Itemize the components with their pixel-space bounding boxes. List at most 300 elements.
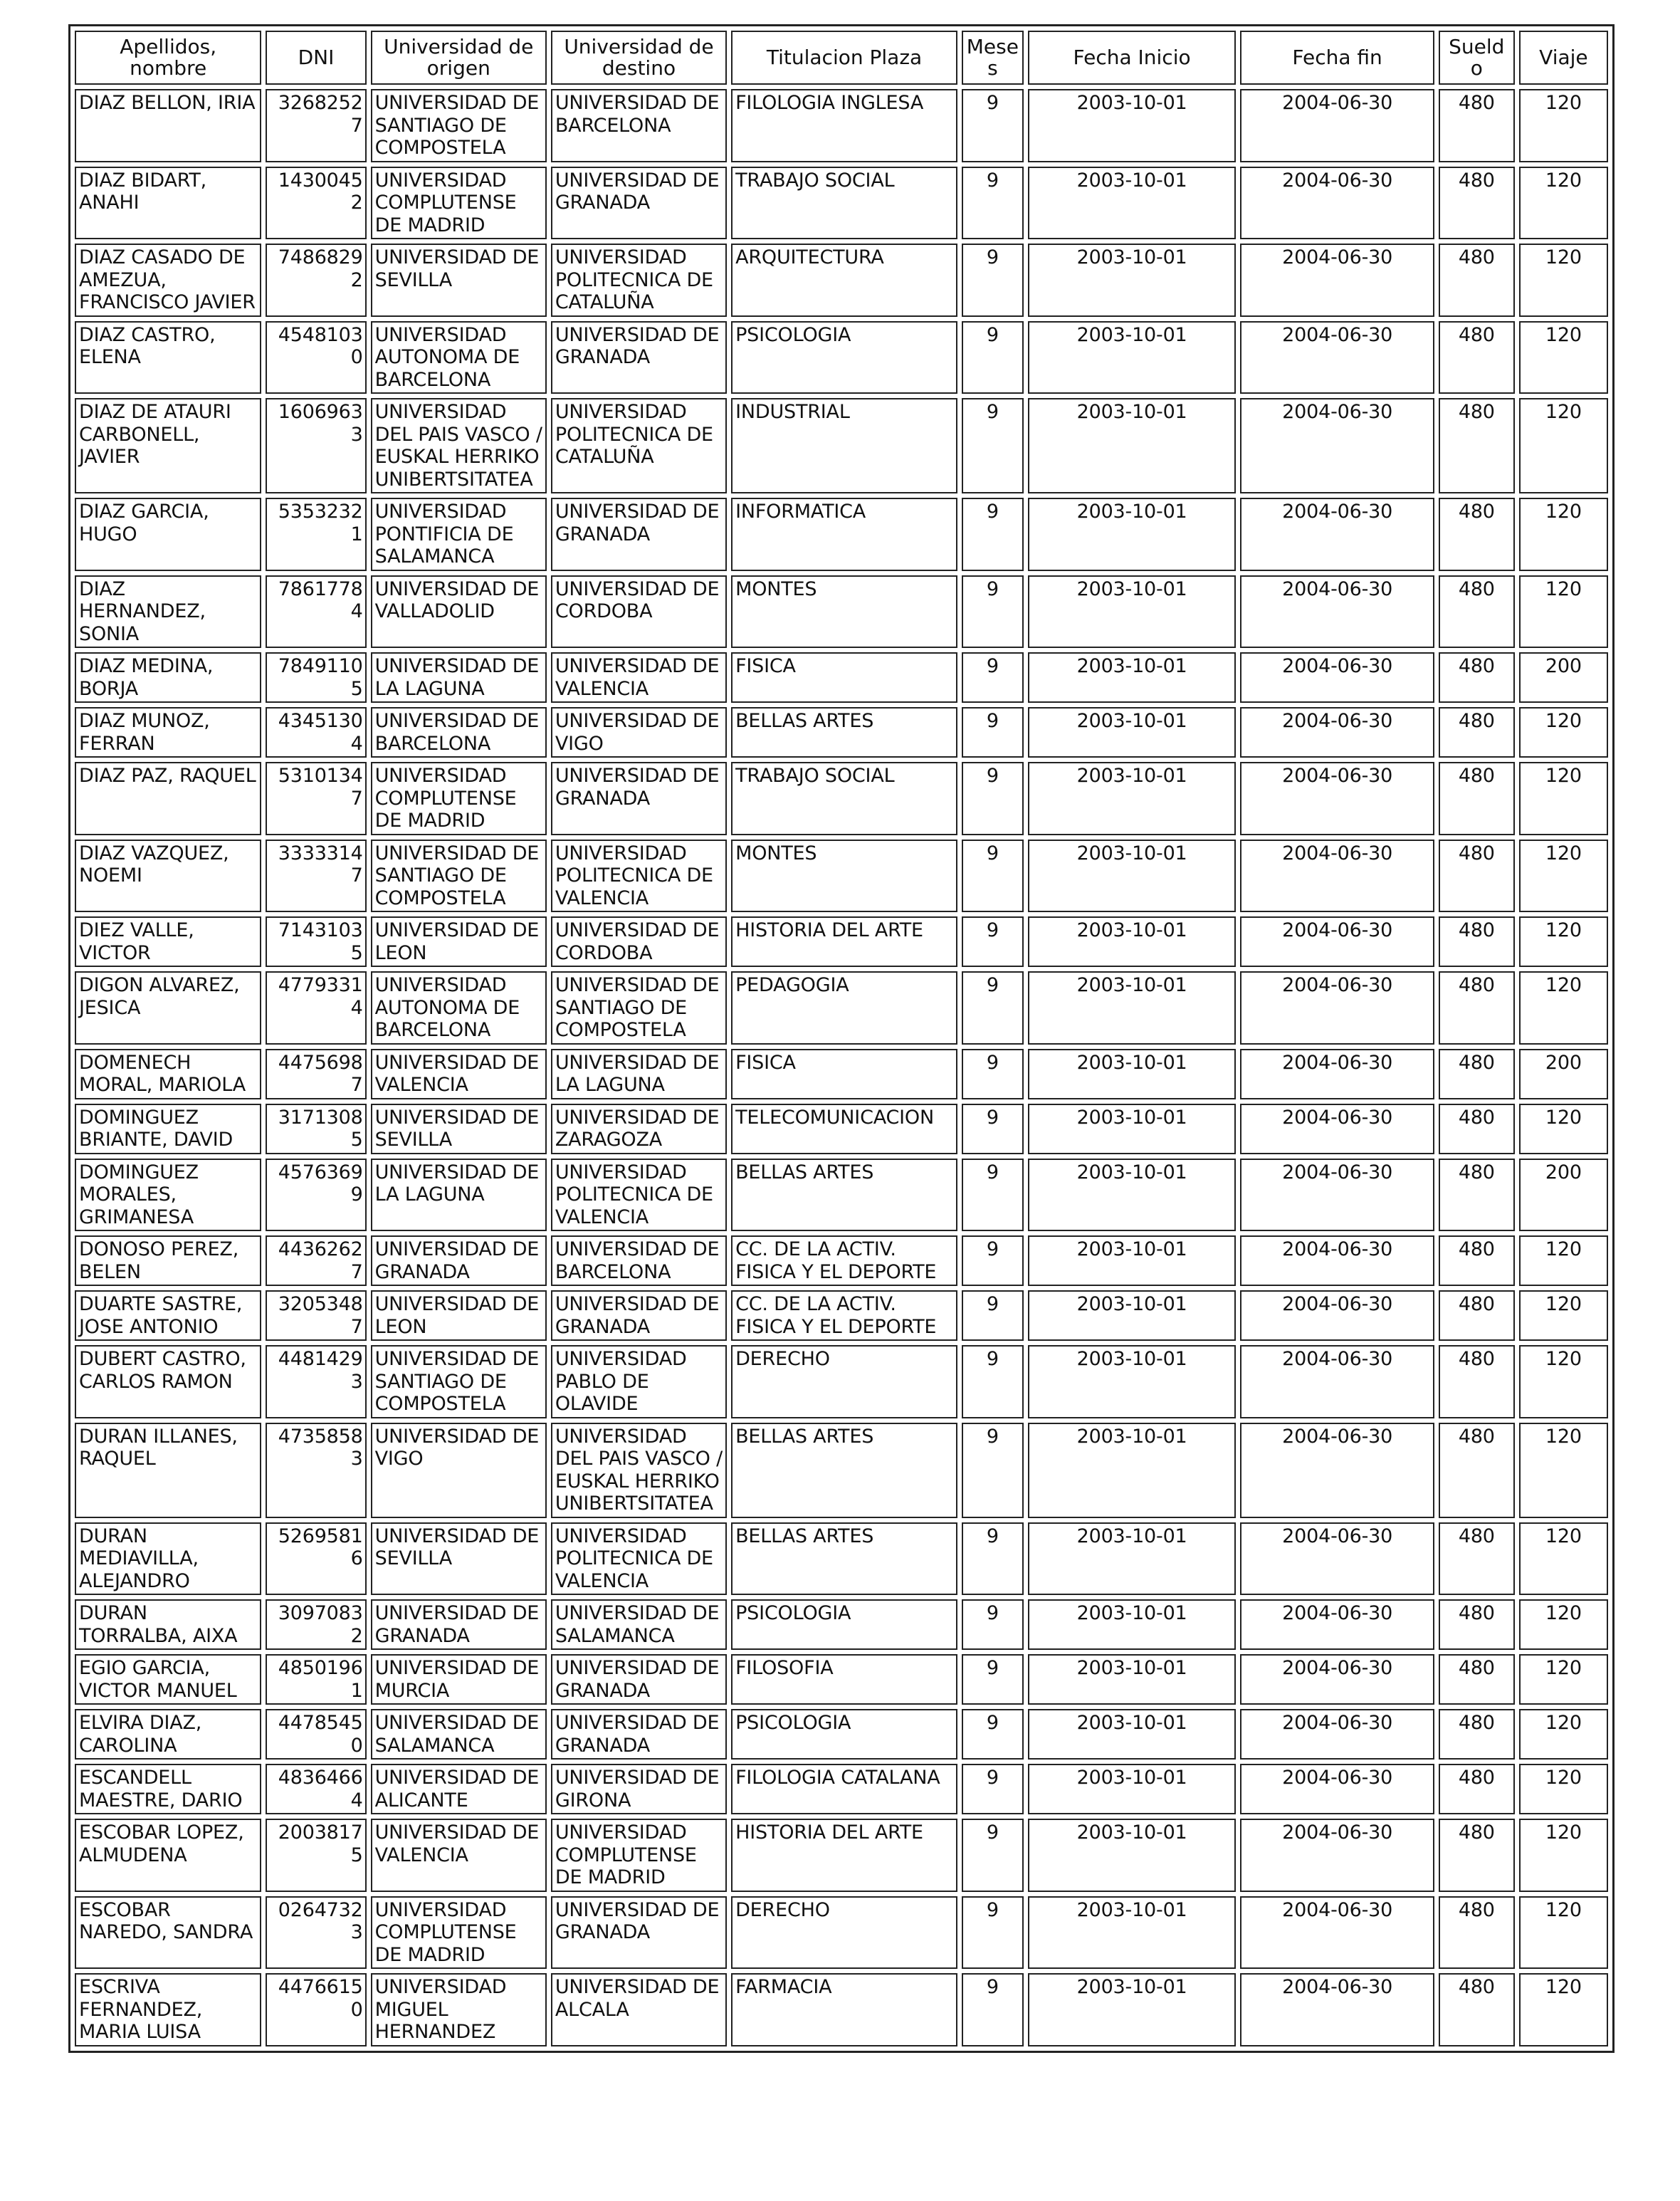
cell-fecha-fin: 2004-06-30 bbox=[1240, 1049, 1434, 1099]
cell-fecha-inicio: 2003-10-01 bbox=[1028, 916, 1237, 967]
cell-sueldo: 480 bbox=[1439, 1235, 1515, 1286]
table-row bbox=[75, 1896, 1608, 1970]
cell-dni: 78617784 bbox=[266, 575, 366, 649]
cell-viaje: 120 bbox=[1519, 707, 1608, 758]
cell-viaje: 120 bbox=[1519, 1235, 1608, 1286]
cell-apellidos-nombre: DIAZ CASADO DE AMEZUA, FRANCISCO JAVIER bbox=[75, 244, 261, 317]
cell-meses: 9 bbox=[962, 1599, 1024, 1650]
cell-titulacion-plaza: FISICA bbox=[731, 1049, 957, 1099]
cell-fecha-fin: 2004-06-30 bbox=[1240, 1819, 1434, 1892]
cell-sueldo: 480 bbox=[1439, 1819, 1515, 1892]
cell-viaje: 120 bbox=[1519, 1709, 1608, 1760]
cell-apellidos-nombre: DIAZ BELLON, IRIA bbox=[75, 89, 261, 162]
cell-dni: 71431035 bbox=[266, 916, 366, 967]
cell-fecha-inicio: 2003-10-01 bbox=[1028, 1423, 1237, 1518]
cell-fecha-inicio: 2003-10-01 bbox=[1028, 707, 1237, 758]
cell-titulacion-plaza: ARQUITECTURA bbox=[731, 244, 957, 317]
cell-universidad-origen: UNIVERSIDAD DE SANTIAGO DE COMPOSTELA bbox=[371, 1345, 547, 1418]
cell-dni: 47793314 bbox=[266, 971, 366, 1045]
cell-sueldo: 480 bbox=[1439, 1423, 1515, 1518]
cell-meses: 9 bbox=[962, 1345, 1024, 1418]
cell-titulacion-plaza: BELLAS ARTES bbox=[731, 1423, 957, 1518]
table-row bbox=[75, 916, 1608, 967]
cell-universidad-destino: UNIVERSIDAD DE GRANADA bbox=[551, 167, 727, 240]
cell-fecha-fin: 2004-06-30 bbox=[1240, 1159, 1434, 1232]
table-row bbox=[75, 1423, 1608, 1518]
cell-titulacion-plaza: PSICOLOGIA bbox=[731, 1709, 957, 1760]
table-row bbox=[75, 1973, 1608, 2046]
cell-universidad-destino: UNIVERSIDAD POLITECNICA DE VALENCIA bbox=[551, 840, 727, 913]
cell-titulacion-plaza: FILOLOGIA INGLESA bbox=[731, 89, 957, 162]
cell-apellidos-nombre: DIAZ GARCIA, HUGO bbox=[75, 498, 261, 571]
cell-titulacion-plaza: DERECHO bbox=[731, 1896, 957, 1970]
table-row bbox=[75, 398, 1608, 493]
cell-dni: 33333147 bbox=[266, 840, 366, 913]
cell-universidad-origen: UNIVERSIDAD DE MURCIA bbox=[371, 1654, 547, 1705]
cell-universidad-origen: UNIVERSIDAD COMPLUTENSE DE MADRID bbox=[371, 1896, 547, 1970]
cell-dni: 44766150 bbox=[266, 1973, 366, 2046]
cell-viaje: 120 bbox=[1519, 971, 1608, 1045]
cell-titulacion-plaza: INFORMATICA bbox=[731, 498, 957, 571]
cell-viaje: 120 bbox=[1519, 321, 1608, 394]
cell-meses: 9 bbox=[962, 1896, 1024, 1970]
cell-dni: 43451304 bbox=[266, 707, 366, 758]
cell-meses: 9 bbox=[962, 1049, 1024, 1099]
cell-fecha-fin: 2004-06-30 bbox=[1240, 762, 1434, 835]
cell-fecha-inicio: 2003-10-01 bbox=[1028, 1159, 1237, 1232]
cell-viaje: 120 bbox=[1519, 1522, 1608, 1596]
cell-fecha-inicio: 2003-10-01 bbox=[1028, 971, 1237, 1045]
cell-viaje: 120 bbox=[1519, 1290, 1608, 1341]
cell-universidad-origen: UNIVERSIDAD COMPLUTENSE DE MADRID bbox=[371, 167, 547, 240]
cell-fecha-fin: 2004-06-30 bbox=[1240, 398, 1434, 493]
cell-titulacion-plaza: MONTES bbox=[731, 575, 957, 649]
cell-apellidos-nombre: DOMINGUEZ BRIANTE, DAVID bbox=[75, 1104, 261, 1154]
cell-viaje: 120 bbox=[1519, 167, 1608, 240]
cell-fecha-fin: 2004-06-30 bbox=[1240, 1654, 1434, 1705]
cell-titulacion-plaza: HISTORIA DEL ARTE bbox=[731, 916, 957, 967]
cell-meses: 9 bbox=[962, 1973, 1024, 2046]
cell-universidad-origen: UNIVERSIDAD DE GRANADA bbox=[371, 1599, 547, 1650]
table-row bbox=[75, 321, 1608, 394]
cell-fecha-inicio: 2003-10-01 bbox=[1028, 1709, 1237, 1760]
cell-universidad-destino: UNIVERSIDAD POLITECNICA DE VALENCIA bbox=[551, 1159, 727, 1232]
cell-titulacion-plaza: FISICA bbox=[731, 652, 957, 703]
cell-fecha-fin: 2004-06-30 bbox=[1240, 1345, 1434, 1418]
cell-universidad-destino: UNIVERSIDAD DE GRANADA bbox=[551, 1896, 727, 1970]
table-row bbox=[75, 1049, 1608, 1099]
cell-dni: 48501961 bbox=[266, 1654, 366, 1705]
cell-fecha-fin: 2004-06-30 bbox=[1240, 321, 1434, 394]
cell-universidad-origen: UNIVERSIDAD DE BARCELONA bbox=[371, 707, 547, 758]
cell-viaje: 120 bbox=[1519, 916, 1608, 967]
cell-apellidos-nombre: DUARTE SASTRE, JOSE ANTONIO bbox=[75, 1290, 261, 1341]
table-row bbox=[75, 575, 1608, 649]
cell-titulacion-plaza: PSICOLOGIA bbox=[731, 321, 957, 394]
cell-dni: 44756987 bbox=[266, 1049, 366, 1099]
header-row bbox=[75, 31, 1608, 85]
cell-apellidos-nombre: DURAN ILLANES, RAQUEL bbox=[75, 1423, 261, 1518]
cell-dni: 32682527 bbox=[266, 89, 366, 162]
header-apellidos-nombre: Apellidos, nombre bbox=[75, 31, 261, 85]
cell-sueldo: 480 bbox=[1439, 1973, 1515, 2046]
cell-dni: 48364664 bbox=[266, 1764, 366, 1814]
cell-sueldo: 480 bbox=[1439, 1709, 1515, 1760]
cell-fecha-fin: 2004-06-30 bbox=[1240, 498, 1434, 571]
header-universidad-origen: Universidad de origen bbox=[371, 31, 547, 85]
cell-fecha-fin: 2004-06-30 bbox=[1240, 575, 1434, 649]
cell-viaje: 120 bbox=[1519, 244, 1608, 317]
cell-fecha-fin: 2004-06-30 bbox=[1240, 244, 1434, 317]
cell-fecha-inicio: 2003-10-01 bbox=[1028, 840, 1237, 913]
cell-dni: 32053487 bbox=[266, 1290, 366, 1341]
cell-fecha-inicio: 2003-10-01 bbox=[1028, 1345, 1237, 1418]
table-row bbox=[75, 840, 1608, 913]
cell-meses: 9 bbox=[962, 652, 1024, 703]
cell-viaje: 120 bbox=[1519, 840, 1608, 913]
table-row bbox=[75, 1104, 1608, 1154]
cell-sueldo: 480 bbox=[1439, 971, 1515, 1045]
header-fecha-fin: Fecha fin bbox=[1240, 31, 1434, 85]
cell-apellidos-nombre: DIAZ HERNANDEZ, SONIA bbox=[75, 575, 261, 649]
cell-apellidos-nombre: ESCRIVA FERNANDEZ, MARIA LUISA bbox=[75, 1973, 261, 2046]
cell-universidad-origen: UNIVERSIDAD COMPLUTENSE DE MADRID bbox=[371, 762, 547, 835]
cell-fecha-fin: 2004-06-30 bbox=[1240, 1709, 1434, 1760]
cell-universidad-destino: UNIVERSIDAD DE GRANADA bbox=[551, 1290, 727, 1341]
cell-fecha-fin: 2004-06-30 bbox=[1240, 1599, 1434, 1650]
cell-meses: 9 bbox=[962, 1423, 1024, 1518]
cell-fecha-inicio: 2003-10-01 bbox=[1028, 1235, 1237, 1286]
cell-apellidos-nombre: ESCANDELL MAESTRE, DARIO bbox=[75, 1764, 261, 1814]
cell-universidad-destino: UNIVERSIDAD DE GIRONA bbox=[551, 1764, 727, 1814]
cell-universidad-destino: UNIVERSIDAD DE GRANADA bbox=[551, 762, 727, 835]
cell-meses: 9 bbox=[962, 1159, 1024, 1232]
cell-fecha-fin: 2004-06-30 bbox=[1240, 167, 1434, 240]
cell-universidad-destino: UNIVERSIDAD DE GRANADA bbox=[551, 498, 727, 571]
cell-titulacion-plaza: FARMACIA bbox=[731, 1973, 957, 2046]
cell-apellidos-nombre: ESCOBAR NAREDO, SANDRA bbox=[75, 1896, 261, 1970]
cell-viaje: 120 bbox=[1519, 89, 1608, 162]
table-row bbox=[75, 89, 1608, 162]
cell-universidad-origen: UNIVERSIDAD DE VIGO bbox=[371, 1423, 547, 1518]
cell-sueldo: 480 bbox=[1439, 840, 1515, 913]
cell-universidad-destino: UNIVERSIDAD DE GRANADA bbox=[551, 321, 727, 394]
cell-titulacion-plaza: TELECOMUNICACION bbox=[731, 1104, 957, 1154]
cell-viaje: 120 bbox=[1519, 1973, 1608, 2046]
cell-meses: 9 bbox=[962, 971, 1024, 1045]
cell-universidad-origen: UNIVERSIDAD AUTONOMA DE BARCELONA bbox=[371, 971, 547, 1045]
cell-viaje: 120 bbox=[1519, 398, 1608, 493]
cell-universidad-origen: UNIVERSIDAD DEL PAIS VASCO / EUSKAL HERRIKO UNIBERTSITATEA bbox=[371, 398, 547, 493]
cell-universidad-origen: UNIVERSIDAD DE VALLADOLID bbox=[371, 575, 547, 649]
cell-universidad-origen: UNIVERSIDAD PONTIFICIA DE SALAMANCA bbox=[371, 498, 547, 571]
cell-apellidos-nombre: DURAN TORRALBA, AIXA bbox=[75, 1599, 261, 1650]
cell-sueldo: 480 bbox=[1439, 321, 1515, 394]
header-meses: Meses bbox=[962, 31, 1024, 85]
cell-apellidos-nombre: DUBERT CASTRO, CARLOS RAMON bbox=[75, 1345, 261, 1418]
cell-universidad-destino: UNIVERSIDAD DE GRANADA bbox=[551, 1709, 727, 1760]
cell-fecha-fin: 2004-06-30 bbox=[1240, 1235, 1434, 1286]
cell-universidad-origen: UNIVERSIDAD DE GRANADA bbox=[371, 1235, 547, 1286]
cell-meses: 9 bbox=[962, 89, 1024, 162]
cell-universidad-destino: UNIVERSIDAD DE BARCELONA bbox=[551, 1235, 727, 1286]
cell-apellidos-nombre: DIAZ MEDINA, BORJA bbox=[75, 652, 261, 703]
cell-fecha-fin: 2004-06-30 bbox=[1240, 916, 1434, 967]
cell-fecha-inicio: 2003-10-01 bbox=[1028, 321, 1237, 394]
cell-apellidos-nombre: DURAN MEDIAVILLA, ALEJANDRO bbox=[75, 1522, 261, 1596]
cell-sueldo: 480 bbox=[1439, 1104, 1515, 1154]
cell-universidad-origen: UNIVERSIDAD DE LA LAGUNA bbox=[371, 1159, 547, 1232]
cell-sueldo: 480 bbox=[1439, 244, 1515, 317]
cell-titulacion-plaza: DERECHO bbox=[731, 1345, 957, 1418]
cell-titulacion-plaza: BELLAS ARTES bbox=[731, 1159, 957, 1232]
cell-dni: 31713085 bbox=[266, 1104, 366, 1154]
cell-sueldo: 480 bbox=[1439, 1522, 1515, 1596]
cell-dni: 30970832 bbox=[266, 1599, 366, 1650]
cell-titulacion-plaza: FILOLOGIA CATALANA bbox=[731, 1764, 957, 1814]
table-row bbox=[75, 167, 1608, 240]
cell-fecha-fin: 2004-06-30 bbox=[1240, 652, 1434, 703]
cell-titulacion-plaza: PEDAGOGIA bbox=[731, 971, 957, 1045]
cell-fecha-inicio: 2003-10-01 bbox=[1028, 1599, 1237, 1650]
cell-fecha-inicio: 2003-10-01 bbox=[1028, 1104, 1237, 1154]
cell-apellidos-nombre: DOMENECH MORAL, MARIOLA bbox=[75, 1049, 261, 1099]
cell-meses: 9 bbox=[962, 167, 1024, 240]
cell-apellidos-nombre: DIEZ VALLE, VICTOR bbox=[75, 916, 261, 967]
cell-sueldo: 480 bbox=[1439, 652, 1515, 703]
header-dni: DNI bbox=[266, 31, 366, 85]
cell-universidad-origen: UNIVERSIDAD DE SANTIAGO DE COMPOSTELA bbox=[371, 840, 547, 913]
cell-titulacion-plaza: CC. DE LA ACTIV. FISICA Y EL DEPORTE bbox=[731, 1290, 957, 1341]
table-row bbox=[75, 971, 1608, 1045]
cell-viaje: 120 bbox=[1519, 1896, 1608, 1970]
cell-fecha-fin: 2004-06-30 bbox=[1240, 707, 1434, 758]
cell-universidad-origen: UNIVERSIDAD DE ALICANTE bbox=[371, 1764, 547, 1814]
cell-apellidos-nombre: DIAZ VAZQUEZ, NOEMI bbox=[75, 840, 261, 913]
cell-dni: 02647323 bbox=[266, 1896, 366, 1970]
cell-dni: 20038175 bbox=[266, 1819, 366, 1892]
table-row bbox=[75, 1654, 1608, 1705]
cell-apellidos-nombre: DONOSO PEREZ, BELEN bbox=[75, 1235, 261, 1286]
cell-apellidos-nombre: DIAZ BIDART, ANAHI bbox=[75, 167, 261, 240]
cell-apellidos-nombre: DOMINGUEZ MORALES, GRIMANESA bbox=[75, 1159, 261, 1232]
cell-universidad-destino: UNIVERSIDAD DE CORDOBA bbox=[551, 916, 727, 967]
cell-meses: 9 bbox=[962, 398, 1024, 493]
cell-universidad-origen: UNIVERSIDAD DE LA LAGUNA bbox=[371, 652, 547, 703]
cell-meses: 9 bbox=[962, 321, 1024, 394]
cell-viaje: 120 bbox=[1519, 1104, 1608, 1154]
cell-titulacion-plaza: PSICOLOGIA bbox=[731, 1599, 957, 1650]
cell-meses: 9 bbox=[962, 1522, 1024, 1596]
table-row bbox=[75, 1290, 1608, 1341]
cell-fecha-fin: 2004-06-30 bbox=[1240, 971, 1434, 1045]
cell-fecha-inicio: 2003-10-01 bbox=[1028, 652, 1237, 703]
header-sueldo: Sueldo bbox=[1439, 31, 1515, 85]
cell-sueldo: 480 bbox=[1439, 1896, 1515, 1970]
cell-sueldo: 480 bbox=[1439, 707, 1515, 758]
cell-meses: 9 bbox=[962, 840, 1024, 913]
header-universidad-destino: Universidad de destino bbox=[551, 31, 727, 85]
cell-sueldo: 480 bbox=[1439, 1290, 1515, 1341]
cell-meses: 9 bbox=[962, 575, 1024, 649]
cell-meses: 9 bbox=[962, 1709, 1024, 1760]
cell-viaje: 120 bbox=[1519, 575, 1608, 649]
cell-fecha-inicio: 2003-10-01 bbox=[1028, 244, 1237, 317]
cell-dni: 53101347 bbox=[266, 762, 366, 835]
table-row bbox=[75, 244, 1608, 317]
cell-universidad-destino: UNIVERSIDAD DE ZARAGOZA bbox=[551, 1104, 727, 1154]
cell-dni: 52695816 bbox=[266, 1522, 366, 1596]
cell-universidad-origen: UNIVERSIDAD DE LEON bbox=[371, 916, 547, 967]
cell-viaje: 120 bbox=[1519, 1764, 1608, 1814]
cell-meses: 9 bbox=[962, 244, 1024, 317]
cell-dni: 14300452 bbox=[266, 167, 366, 240]
cell-titulacion-plaza: FILOSOFIA bbox=[731, 1654, 957, 1705]
cell-dni: 53532321 bbox=[266, 498, 366, 571]
cell-universidad-origen: UNIVERSIDAD AUTONOMA DE BARCELONA bbox=[371, 321, 547, 394]
cell-fecha-fin: 2004-06-30 bbox=[1240, 1290, 1434, 1341]
table-row bbox=[75, 707, 1608, 758]
cell-fecha-fin: 2004-06-30 bbox=[1240, 840, 1434, 913]
cell-dni: 47358583 bbox=[266, 1423, 366, 1518]
cell-meses: 9 bbox=[962, 1290, 1024, 1341]
cell-apellidos-nombre: DIAZ DE ATAURI CARBONELL, JAVIER bbox=[75, 398, 261, 493]
cell-universidad-origen: UNIVERSIDAD DE SEVILLA bbox=[371, 1522, 547, 1596]
cell-universidad-destino: UNIVERSIDAD POLITECNICA DE CATALUÑA bbox=[551, 398, 727, 493]
table-row bbox=[75, 1522, 1608, 1596]
cell-viaje: 120 bbox=[1519, 1599, 1608, 1650]
cell-dni: 74868292 bbox=[266, 244, 366, 317]
cell-universidad-destino: UNIVERSIDAD DE VIGO bbox=[551, 707, 727, 758]
cell-universidad-origen: UNIVERSIDAD MIGUEL HERNANDEZ bbox=[371, 1973, 547, 2046]
cell-fecha-inicio: 2003-10-01 bbox=[1028, 398, 1237, 493]
cell-sueldo: 480 bbox=[1439, 167, 1515, 240]
cell-sueldo: 480 bbox=[1439, 916, 1515, 967]
header-fecha-inicio: Fecha Inicio bbox=[1028, 31, 1237, 85]
cell-universidad-destino: UNIVERSIDAD DE CORDOBA bbox=[551, 575, 727, 649]
cell-dni: 44362627 bbox=[266, 1235, 366, 1286]
cell-meses: 9 bbox=[962, 707, 1024, 758]
cell-sueldo: 480 bbox=[1439, 398, 1515, 493]
cell-fecha-inicio: 2003-10-01 bbox=[1028, 1049, 1237, 1099]
table-row bbox=[75, 1345, 1608, 1418]
cell-fecha-inicio: 2003-10-01 bbox=[1028, 1522, 1237, 1596]
cell-fecha-inicio: 2003-10-01 bbox=[1028, 1819, 1237, 1892]
cell-dni: 78491105 bbox=[266, 652, 366, 703]
cell-viaje: 200 bbox=[1519, 1159, 1608, 1232]
table-body bbox=[75, 89, 1608, 2046]
cell-fecha-inicio: 2003-10-01 bbox=[1028, 498, 1237, 571]
cell-meses: 9 bbox=[962, 1104, 1024, 1154]
cell-universidad-origen: UNIVERSIDAD DE VALENCIA bbox=[371, 1049, 547, 1099]
cell-universidad-destino: UNIVERSIDAD PABLO DE OLAVIDE bbox=[551, 1345, 727, 1418]
cell-fecha-fin: 2004-06-30 bbox=[1240, 1896, 1434, 1970]
cell-titulacion-plaza: TRABAJO SOCIAL bbox=[731, 167, 957, 240]
cell-titulacion-plaza: MONTES bbox=[731, 840, 957, 913]
table-row bbox=[75, 762, 1608, 835]
cell-apellidos-nombre: ESCOBAR LOPEZ, ALMUDENA bbox=[75, 1819, 261, 1892]
cell-viaje: 120 bbox=[1519, 1423, 1608, 1518]
cell-sueldo: 480 bbox=[1439, 762, 1515, 835]
cell-apellidos-nombre: DIAZ PAZ, RAQUEL bbox=[75, 762, 261, 835]
cell-fecha-inicio: 2003-10-01 bbox=[1028, 1290, 1237, 1341]
header-viaje: Viaje bbox=[1519, 31, 1608, 85]
cell-sueldo: 480 bbox=[1439, 1764, 1515, 1814]
cell-sueldo: 480 bbox=[1439, 1345, 1515, 1418]
cell-fecha-inicio: 2003-10-01 bbox=[1028, 1896, 1237, 1970]
cell-fecha-inicio: 2003-10-01 bbox=[1028, 1654, 1237, 1705]
cell-apellidos-nombre: ELVIRA DIAZ, CAROLINA bbox=[75, 1709, 261, 1760]
cell-dni: 45481030 bbox=[266, 321, 366, 394]
cell-meses: 9 bbox=[962, 1654, 1024, 1705]
cell-fecha-fin: 2004-06-30 bbox=[1240, 1423, 1434, 1518]
cell-viaje: 120 bbox=[1519, 1345, 1608, 1418]
cell-fecha-fin: 2004-06-30 bbox=[1240, 1522, 1434, 1596]
cell-universidad-destino: UNIVERSIDAD POLITECNICA DE CATALUÑA bbox=[551, 244, 727, 317]
table-row bbox=[75, 498, 1608, 571]
cell-universidad-origen: UNIVERSIDAD DE SEVILLA bbox=[371, 1104, 547, 1154]
table-row bbox=[75, 1764, 1608, 1814]
cell-apellidos-nombre: DIAZ CASTRO, ELENA bbox=[75, 321, 261, 394]
cell-universidad-origen: UNIVERSIDAD DE SANTIAGO DE COMPOSTELA bbox=[371, 89, 547, 162]
cell-fecha-fin: 2004-06-30 bbox=[1240, 1764, 1434, 1814]
cell-viaje: 120 bbox=[1519, 498, 1608, 571]
cell-fecha-inicio: 2003-10-01 bbox=[1028, 1764, 1237, 1814]
cell-meses: 9 bbox=[962, 916, 1024, 967]
cell-fecha-inicio: 2003-10-01 bbox=[1028, 167, 1237, 240]
cell-titulacion-plaza: CC. DE LA ACTIV. FISICA Y EL DEPORTE bbox=[731, 1235, 957, 1286]
cell-viaje: 200 bbox=[1519, 652, 1608, 703]
table-row bbox=[75, 1235, 1608, 1286]
header-titulacion-plaza: Titulacion Plaza bbox=[731, 31, 957, 85]
cell-viaje: 200 bbox=[1519, 1049, 1608, 1099]
table-row bbox=[75, 1599, 1608, 1650]
cell-dni: 45763699 bbox=[266, 1159, 366, 1232]
table-row bbox=[75, 1159, 1608, 1232]
cell-viaje: 120 bbox=[1519, 1654, 1608, 1705]
table-row bbox=[75, 652, 1608, 703]
cell-universidad-origen: UNIVERSIDAD DE SALAMANCA bbox=[371, 1709, 547, 1760]
cell-universidad-origen: UNIVERSIDAD DE LEON bbox=[371, 1290, 547, 1341]
cell-universidad-destino: UNIVERSIDAD DE BARCELONA bbox=[551, 89, 727, 162]
cell-titulacion-plaza: BELLAS ARTES bbox=[731, 1522, 957, 1596]
cell-viaje: 120 bbox=[1519, 762, 1608, 835]
cell-dni: 44785450 bbox=[266, 1709, 366, 1760]
grants-table bbox=[68, 24, 1615, 2053]
cell-meses: 9 bbox=[962, 1235, 1024, 1286]
cell-universidad-destino: UNIVERSIDAD DE SALAMANCA bbox=[551, 1599, 727, 1650]
cell-apellidos-nombre: DIAZ MUNOZ, FERRAN bbox=[75, 707, 261, 758]
cell-meses: 9 bbox=[962, 1764, 1024, 1814]
cell-sueldo: 480 bbox=[1439, 498, 1515, 571]
cell-meses: 9 bbox=[962, 762, 1024, 835]
cell-fecha-fin: 2004-06-30 bbox=[1240, 1973, 1434, 2046]
cell-universidad-origen: UNIVERSIDAD DE VALENCIA bbox=[371, 1819, 547, 1892]
cell-titulacion-plaza: INDUSTRIAL bbox=[731, 398, 957, 493]
cell-fecha-inicio: 2003-10-01 bbox=[1028, 1973, 1237, 2046]
table-row bbox=[75, 1819, 1608, 1892]
cell-fecha-fin: 2004-06-30 bbox=[1240, 1104, 1434, 1154]
cell-dni: 16069633 bbox=[266, 398, 366, 493]
cell-fecha-fin: 2004-06-30 bbox=[1240, 89, 1434, 162]
cell-universidad-destino: UNIVERSIDAD DE LA LAGUNA bbox=[551, 1049, 727, 1099]
cell-fecha-inicio: 2003-10-01 bbox=[1028, 89, 1237, 162]
cell-apellidos-nombre: DIGON ALVAREZ, JESICA bbox=[75, 971, 261, 1045]
cell-sueldo: 480 bbox=[1439, 1049, 1515, 1099]
cell-dni: 44814293 bbox=[266, 1345, 366, 1418]
cell-universidad-destino: UNIVERSIDAD DE GRANADA bbox=[551, 1654, 727, 1705]
cell-universidad-destino: UNIVERSIDAD DEL PAIS VASCO / EUSKAL HERRIKO UNIBERTSITATEA bbox=[551, 1423, 727, 1518]
